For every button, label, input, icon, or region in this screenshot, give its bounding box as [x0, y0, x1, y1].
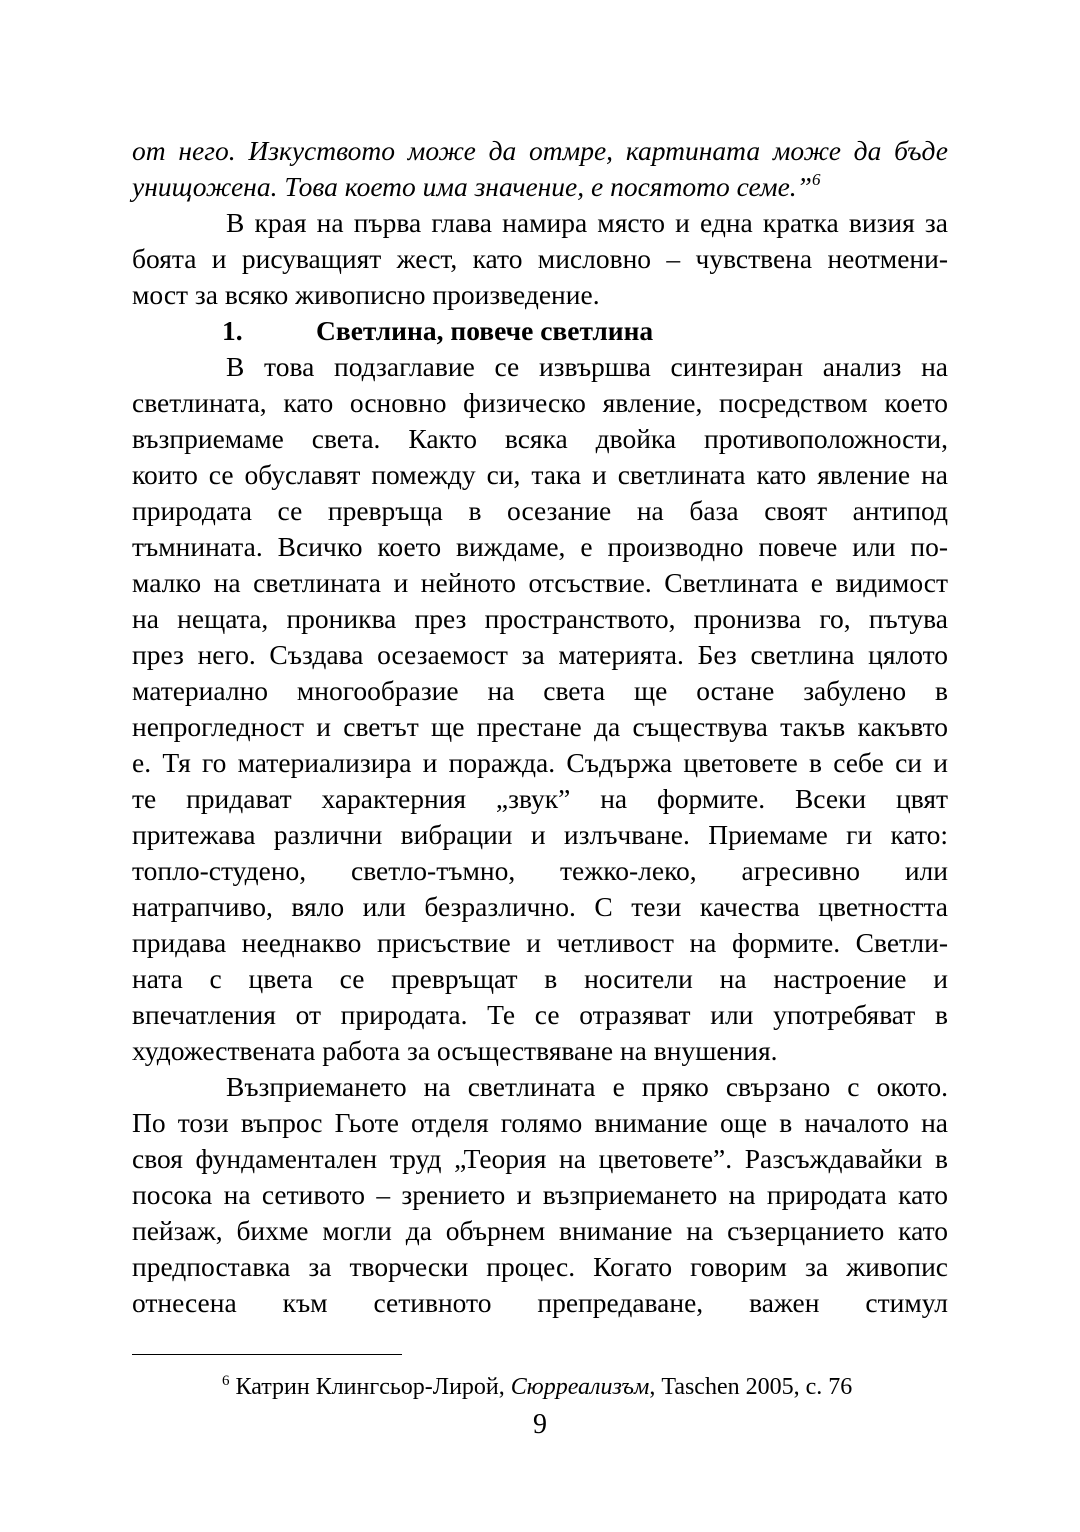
- footnote-author: Катрин Клингсьор-Лирой,: [235, 1374, 511, 1400]
- para2-line: на нещата, прониква през пространството, пронизва го, пътува: [132, 603, 948, 634]
- para1-line-2: боята и рисуващият жест, като мисловно – чувствена неотмени-: [132, 243, 948, 274]
- para2-line: художествената работа за осъществяване на внушения.: [132, 1035, 778, 1066]
- footnote-rule: [132, 1354, 402, 1355]
- para2-line: през него. Създава осезаемост за материята. Без светлина цялото: [132, 639, 948, 670]
- para2-line: топло-студено, светло-тъмно, тежко-леко, агресивно или: [132, 855, 948, 886]
- para3-line: пейзаж, бихме могли да обърнем внимание на съзерцанието като: [132, 1215, 948, 1246]
- para2-line: притежава различни вибрации и излъчване. Приемаме ги като:: [132, 819, 948, 850]
- footnote-publication: , Taschen 2005, с. 76: [649, 1374, 853, 1400]
- para1-line-1: В края на първа глава намира място и една кратка визия за: [226, 207, 948, 238]
- para2-line: материално многообразие на света ще остане забулено в: [132, 675, 948, 706]
- para1-line-3: мост за всяко живописно произведение.: [132, 279, 600, 310]
- quote-line-1: от него. Изкуството може да отмре, картината може да бъде: [132, 135, 948, 166]
- para3-line: посока на сетивото – зрението и възприемането на природата като: [132, 1179, 948, 1210]
- quote-text: унищожена. Това което има значение, е посятото семе.”: [132, 171, 812, 202]
- para2-line: тъмнината. Всичко което виждаме, е производно повече или по-: [132, 531, 948, 562]
- page-number: 9: [533, 1409, 547, 1440]
- para2-line: светлината, като основно физическо явление, посредством което: [132, 387, 948, 418]
- para3-line: своя фундаментален труд „Теория на цветовете”. Разсъждавайки в: [132, 1143, 948, 1174]
- footnote-work-title: Сюрреализъм: [510, 1374, 650, 1400]
- quote-line-2: [132, 169, 948, 205]
- para3-line: отнесена към сетивното препредаване, важен стимул: [132, 1287, 948, 1318]
- para2-line: които се обуславят помежду си, така и светлината като явление на: [132, 459, 948, 490]
- para2-line: природата се превръща в осезание на база своят антипод: [132, 495, 948, 526]
- section-number: 1.: [222, 315, 243, 346]
- footnote-ref: 6: [811, 170, 821, 189]
- para2-line: В това подзаглавие се извършва синтезиран анализ на: [226, 351, 948, 382]
- para3-line: Възприемането на светлината е пряко свързано с окото.: [226, 1071, 948, 1102]
- para2-line: възприемаме света. Както всяка двойка противоположности,: [132, 423, 948, 454]
- para2-line: те придават характерния „звук” на формите. Всеки цвят: [132, 783, 948, 814]
- footnote-number: 6: [222, 1373, 230, 1389]
- para3-line: По този въпрос Гьоте отделя голямо внимание още в началото на: [132, 1107, 948, 1138]
- para2-line: придава нееднакво присъствие и четливост на формите. Светли-: [132, 927, 948, 958]
- para2-line: впечатления от природата. Те се отразяват или употребяват в: [132, 999, 948, 1030]
- para2-line: непрогледност и светът ще престане да съществува такъв какъвто: [132, 711, 948, 742]
- para2-line: малко на светлината и нейното отсъствие. Светлината е видимост: [132, 567, 948, 598]
- para2-line: ната с цвета се превръщат в носители на настроение и: [132, 963, 948, 994]
- para2-line: е. Тя го материализира и поражда. Съдържа цветовете в себе си и: [132, 747, 948, 778]
- footnote: [222, 1372, 852, 1402]
- para2-line: натрапчиво, вяло или безразлично. С тези качества цветността: [132, 891, 948, 922]
- section-title: Светлина, повече светлина: [316, 315, 654, 346]
- para3-line: предпоставка за творчески процес. Когато говорим за живопис: [132, 1251, 948, 1282]
